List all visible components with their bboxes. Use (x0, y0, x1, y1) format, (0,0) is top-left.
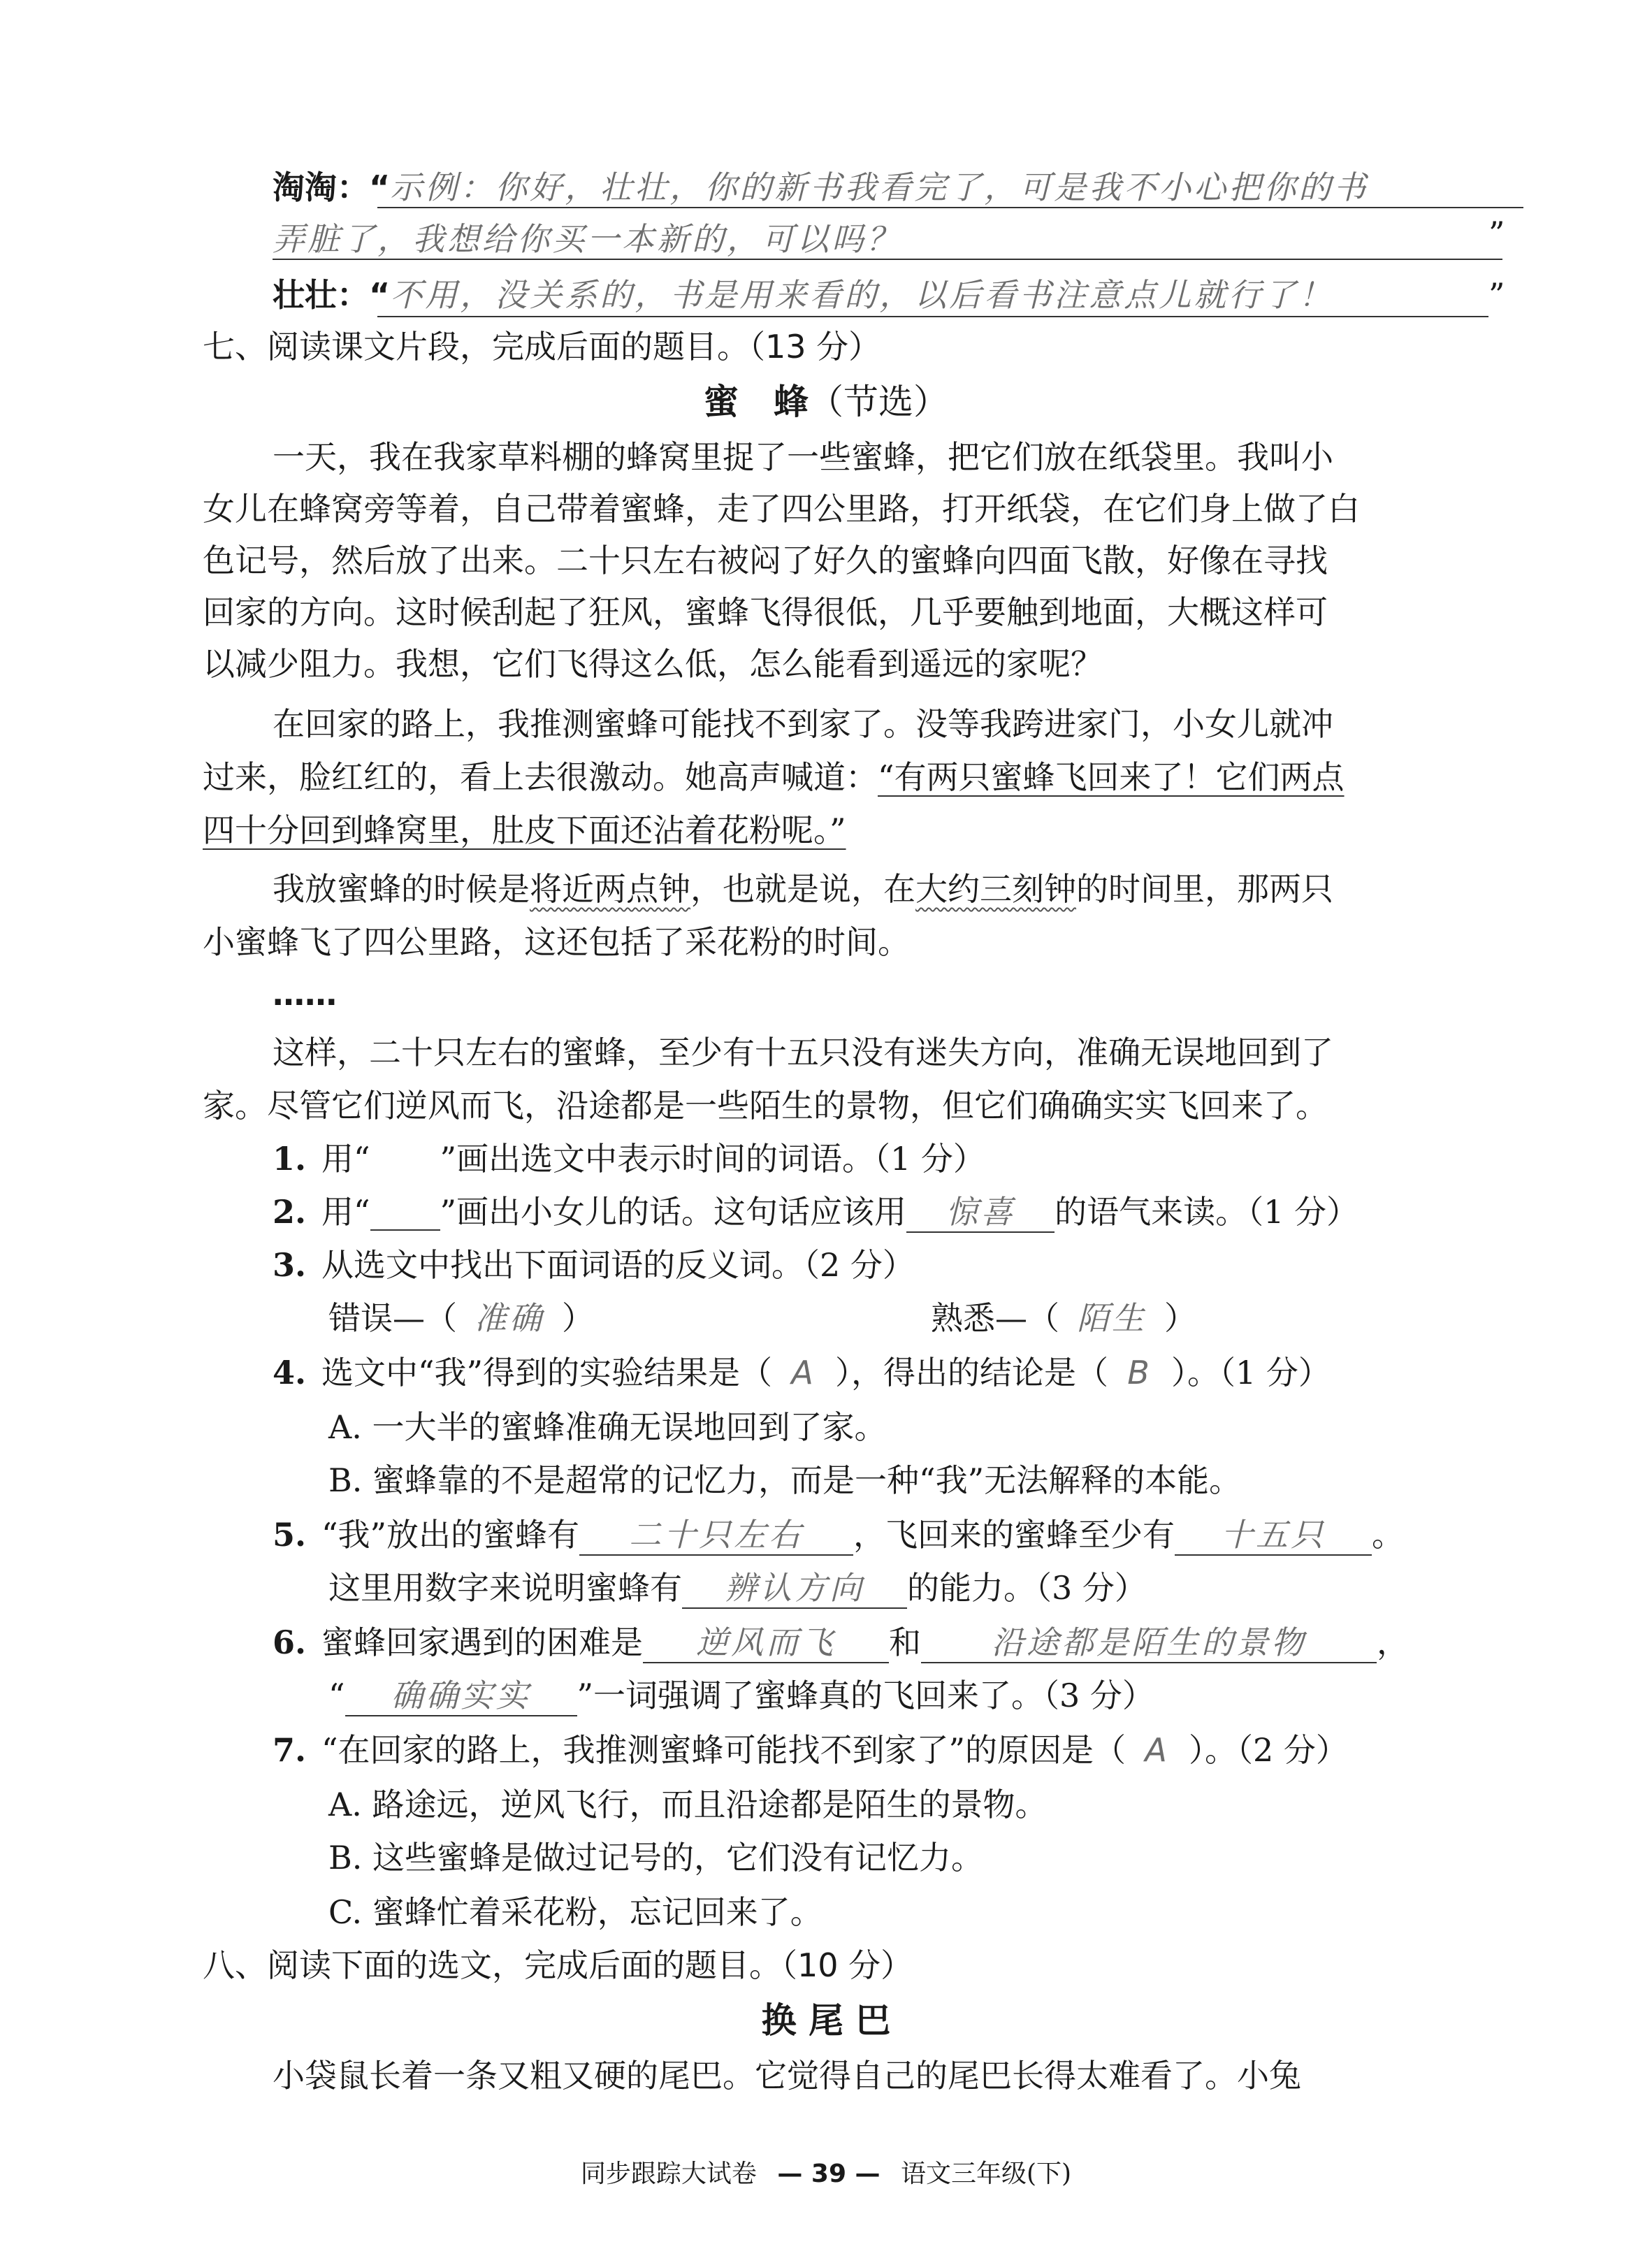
question-number: 2. (273, 1193, 307, 1231)
text-run: 的语气来读。（1 分） (1055, 1193, 1358, 1231)
question-4 (273, 1350, 1519, 1395)
title-text: 蜜 蜂 (704, 382, 809, 422)
paragraph-line: 小蜜蜂飞了四公里路，这还包括了采花粉的时间。 (203, 923, 910, 961)
paragraph-line (203, 755, 1519, 800)
option-b: B. 蜜蜂靠的不是超常的记忆力，而是一种“我”无法解释的本能。 (328, 1461, 1242, 1499)
handwritten-answer: 示例：你好，壮壮，你的新书我看完了，可是我不小心把你的书 (390, 168, 1369, 206)
text-run: ）。（1 分） (1171, 1354, 1331, 1391)
question-number: 3. (273, 1246, 307, 1284)
passage-title: 换 尾 巴 (761, 2000, 891, 2041)
question-5 (273, 1512, 1519, 1557)
text-run: “我”放出的蜜蜂有 (321, 1516, 580, 1554)
text-run: 从选文中找出下面词语的反义词。（2 分） (321, 1246, 915, 1284)
speaker-label: 壮壮：“ (273, 276, 391, 314)
handwritten-answer: 弄脏了，我想给你买一本新的，可以吗？ (273, 220, 901, 258)
handwritten-answer: 不用，没关系的，书是用来看的，以后看书注意点儿就行了！ (390, 276, 1334, 314)
text-run: ”画出选文中表示时间的词语。（1 分） (440, 1140, 985, 1178)
question-7 (273, 1728, 1519, 1772)
paragraph-line (273, 867, 1519, 911)
ellipsis: …… (273, 975, 337, 1013)
text-run: 错误—（ (328, 1299, 457, 1337)
title-note: （节选） (809, 382, 948, 422)
straight-mark-sample (370, 1194, 440, 1231)
question-number: 6. (273, 1623, 307, 1661)
question-3-antonyms (931, 1296, 1519, 1340)
handwritten-answer: A (1145, 1731, 1170, 1769)
footer-grade: 语文三年级(下) (901, 2160, 1072, 2188)
text-run: 过来，脸红红的，看上去很激动。她高声喊道： (203, 758, 878, 796)
text-run: ），得出的结论是（ (835, 1354, 1109, 1391)
paragraph-line: 家。尽管它们逆风而飞，沿途都是一些陌生的景物，但它们确确实实飞回来了。 (203, 1087, 1328, 1124)
question-number: 4. (273, 1354, 307, 1391)
question-number: 5. (273, 1516, 307, 1554)
text-run: 和 (889, 1623, 921, 1661)
passage-title (0, 377, 1652, 426)
section-7-heading: 七、阅读课文片段，完成后面的题目。（13 分） (203, 328, 881, 366)
text-run: “在回家的路上，我推测蜜蜂可能找不到家了”的原因是（ (321, 1731, 1126, 1769)
text-run: ）。（2 分） (1189, 1731, 1348, 1769)
text-run: 用“ (321, 1193, 370, 1231)
text-run: ，也就是说，在 (690, 870, 915, 908)
option-c: C. 蜜蜂忙着采花粉，忘记回来了。 (328, 1893, 823, 1931)
question-6 (273, 1620, 1519, 1665)
answer-blank: 沿途都是陌生的景物 (921, 1623, 1377, 1663)
text-run: 的能力。（3 分） (907, 1569, 1147, 1607)
question-number: 1. (273, 1140, 307, 1178)
paragraph-line: 一天，我在我家草料棚的蜂窝里捉了一些蜜蜂，把它们放在纸袋里。我叫小 (273, 438, 1333, 476)
question-3 (273, 1243, 1519, 1287)
option-b: B. 这些蜜蜂是做过记号的，它们没有记忆力。 (328, 1839, 984, 1876)
paragraph-line: 在回家的路上，我推测蜜蜂可能找不到家了。没等我跨进家门，小女儿就冲 (273, 705, 1333, 743)
text-run: ”一词强调了蜜蜂真的飞回来了。（3 分） (577, 1677, 1154, 1714)
footer-book-title: 同步跟踪大试卷 (580, 2160, 757, 2188)
question-number: 7. (273, 1731, 307, 1769)
section-8-heading: 八、阅读下面的选文，完成后面的题目。（10 分） (203, 1946, 913, 1984)
answer-line (273, 259, 1502, 260)
handwritten-answer: 陌生 (1077, 1299, 1147, 1337)
wavy-time-word: 将近两点钟 (530, 870, 690, 908)
text-run: 熟悉—（ (931, 1299, 1059, 1337)
question-2 (273, 1189, 1519, 1234)
text-run: 这里用数字来说明蜜蜂有 (328, 1569, 682, 1607)
text-run: “ (328, 1677, 345, 1714)
text-run: ） (562, 1299, 594, 1337)
text-run: 用“ (321, 1140, 370, 1178)
option-a: A. 路途远，逆风飞行，而且沿途都是陌生的景物。 (328, 1786, 1048, 1823)
paragraph-line: 女儿在蜂窝旁等着，自己带着蜜蜂，走了四公里路，打开纸袋，在它们身上做了白 (203, 490, 1360, 528)
answer-line (377, 316, 1488, 317)
answer-blank: 十五只 (1175, 1515, 1372, 1556)
paragraph-line: 小袋鼠长着一条又粗又硬的尾巴。它觉得自己的尾巴长得太难看了。小兔 (273, 2057, 1301, 2095)
answer-blank: 惊喜 (906, 1192, 1055, 1233)
text-run: 的时间里，那两只 (1076, 870, 1333, 908)
underlined-quote: 回到蜂窝里，肚皮下面还沾着花粉呢。” (299, 811, 846, 849)
text-run: ， (1377, 1623, 1409, 1661)
taotao-line-1 (273, 165, 1519, 210)
question-1 (273, 1136, 1519, 1181)
paragraph-line (203, 808, 1519, 853)
question-5-cont (328, 1565, 1519, 1610)
text-run: 选文中“我”得到的实验结果是（ (321, 1354, 773, 1391)
zhuangzhuang-line (273, 273, 1519, 317)
paragraph-line: 色记号，然后放了出来。二十只左右被闷了好久的蜜蜂向四面飞散，好像在寻找 (203, 542, 1328, 579)
answer-blank: 逆风而飞 (643, 1623, 889, 1663)
wavy-mark-sample (370, 1136, 440, 1181)
question-6-cont (328, 1673, 1519, 1718)
paragraph-line: 以减少阻力。我想，它们飞得这么低，怎么能看到遥远的家呢？ (203, 645, 1103, 683)
taotao-line-2 (273, 217, 1519, 261)
text-run: 我放蜜蜂的时候是 (273, 870, 530, 908)
text-run: 。 (1372, 1516, 1405, 1554)
answer-blank: 确确实实 (345, 1676, 577, 1716)
answer-line (377, 207, 1523, 208)
text-run: ”画出小女儿的话。这句话应该用 (440, 1193, 907, 1231)
underlined-quote: “有两只蜜蜂飞回来了！它们两点 (878, 758, 1345, 796)
paragraph-line: 这样，二十只左右的蜜蜂，至少有十五只没有迷失方向，准确无误地回到了 (273, 1034, 1333, 1071)
page-number: — 39 — (777, 2160, 881, 2188)
close-quote: ” (1488, 215, 1505, 252)
option-a: A. 一大半的蜜蜂准确无误地回到了家。 (328, 1408, 887, 1446)
answer-blank: 二十只左右 (579, 1515, 853, 1556)
close-quote: ” (1488, 276, 1505, 314)
paragraph-line: 回家的方向。这时候刮起了狂风，蜜蜂飞得很低，几乎要触到地面，大概这样可 (203, 593, 1328, 631)
wavy-time-word: 四十分 (203, 811, 299, 849)
handwritten-answer: A (791, 1354, 816, 1391)
text-run: 蜜蜂回家遇到的困难是 (321, 1623, 643, 1661)
text-run: ） (1164, 1299, 1196, 1337)
text-run: ，飞回来的蜜蜂至少有 (853, 1516, 1175, 1554)
speaker-label: 淘淘：“ (273, 168, 391, 206)
handwritten-answer: 准确 (474, 1299, 544, 1337)
page-footer (0, 2157, 1652, 2192)
wavy-time-word: 大约三刻钟 (915, 870, 1076, 908)
answer-blank: 辨认方向 (682, 1568, 907, 1609)
handwritten-answer: B (1127, 1354, 1152, 1391)
